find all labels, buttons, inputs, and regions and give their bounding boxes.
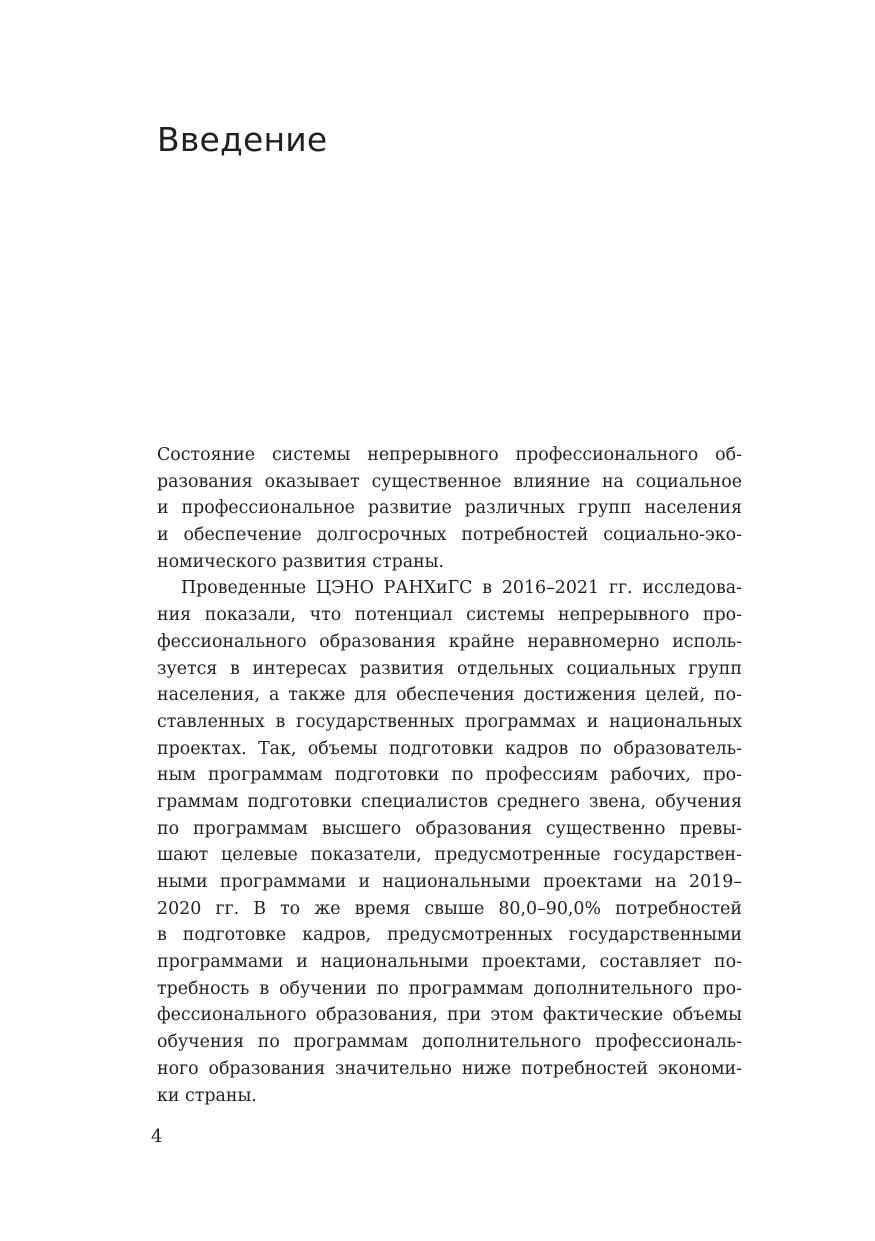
text-line: номического развития страны. — [157, 551, 445, 572]
text-line: Проведенные ЦЭНО РАНХиГС в 2016–2021 гг. исследова- — [181, 578, 742, 599]
text-line: разования оказывает существенное влияние на социальное — [157, 471, 742, 492]
body-text — [157, 442, 742, 1109]
text-line: зуется в интересах развития отдельных социальных групп — [157, 658, 742, 679]
paragraph-2 — [157, 575, 742, 1109]
text-line: и профессиональное развитие различных групп населения — [157, 498, 742, 519]
text-line: фессионального образования крайне неравномерно исполь- — [157, 631, 742, 652]
text-line: и обеспечение долгосрочных потребностей социально-эко- — [157, 525, 742, 546]
text-line: в подготовке кадров, предусмотренных государственными — [157, 925, 742, 946]
text-line: ными программами и национальными проектами на 2019– — [157, 872, 742, 892]
paragraph-1 — [157, 442, 742, 575]
text-line: фессионального образования, при этом фактические объемы — [157, 1005, 742, 1026]
text-line: 2020 гг. В то же время свыше 80,0–90,0% потребностей — [157, 898, 742, 919]
text-line: населения, а также для обеспечения достижения целей, по- — [157, 685, 742, 706]
text-line: программами и национальными проектами, составляет по- — [157, 952, 742, 973]
text-line: ставленных в государственных программах и национальных — [157, 711, 742, 732]
text-line: граммам подготовки специалистов среднего звена, обучения — [157, 791, 742, 812]
text-line: по программам высшего образования существенно превы- — [157, 818, 742, 839]
text-line: требность в обучении по программам дополнительного про- — [157, 978, 742, 999]
text-line: Состояние системы непрерывного профессионального об- — [157, 445, 742, 465]
text-line: обучения по программам дополнительного профессиональ- — [157, 1032, 742, 1053]
chapter-title: Введение — [157, 120, 328, 159]
text-line: ным программам подготовки по профессиям рабочих, про- — [157, 765, 742, 786]
text-line: ного образования значительно ниже потребностей экономи- — [157, 1058, 742, 1079]
text-line: проектах. Так, объемы подготовки кадров по образователь- — [157, 738, 742, 759]
text-line: шают целевые показатели, предусмотренные государствен- — [157, 845, 742, 866]
text-line: ния показали, что потенциал системы непрерывного про- — [157, 605, 742, 626]
page-number: 4 — [151, 1126, 163, 1147]
text-line: ки страны. — [157, 1085, 257, 1106]
